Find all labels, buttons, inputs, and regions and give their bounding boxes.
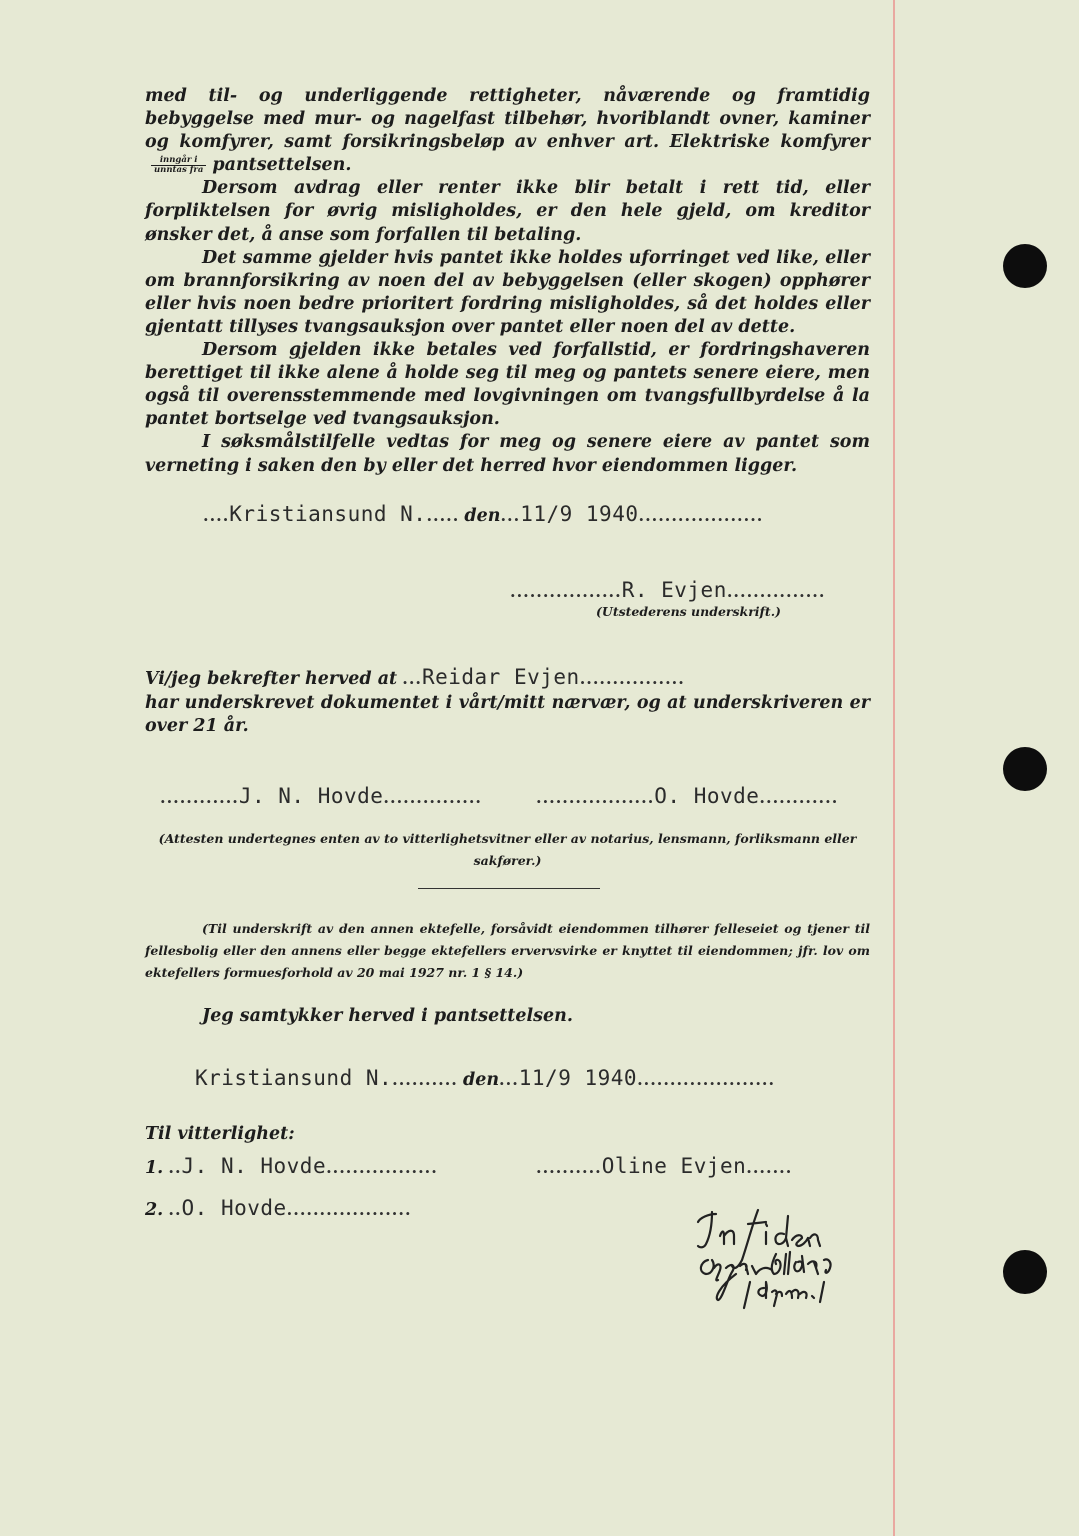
dot-leader: ..........: [392, 1070, 458, 1089]
issuer-signature-caption: (Utstederens underskrift.): [596, 604, 781, 619]
handwritten-signature: [678, 1202, 868, 1312]
dot-leader: ................: [579, 669, 685, 688]
dot-leader: .................: [326, 1158, 438, 1177]
clause-2: Dersom avdrag eller renter ikke blir betalt i rett tid, eller forpliktelsen for øvrig misligholdes, er den hele gjeld, om kreditor ønsker det, å anse som forfallen til betaling.: [145, 178, 870, 245]
spouse-witness-1: J. N. Hovde: [181, 1154, 327, 1178]
punch-hole: [1003, 1250, 1047, 1294]
fraction-top: inngår i: [151, 156, 206, 166]
witness-2-line: [536, 784, 838, 808]
dot-leader: .................: [510, 582, 622, 601]
dot-leader: ...: [402, 669, 422, 688]
witness-1-line: [160, 784, 482, 808]
attestation-caption: (Attesten undertegnes enten av to vitterlighetsvitner eller av notarius, lensmann, forliksmann eller sakfører.): [158, 831, 857, 868]
dot-leader: ..: [168, 1158, 182, 1177]
witness-number: 1.: [145, 1158, 164, 1178]
witness-number: 2.: [145, 1200, 164, 1220]
dot-leader: ..................: [536, 788, 655, 807]
dot-leader: ...: [500, 506, 521, 525]
spouse-consent: Jeg samtykker herved i pantsettelsen.: [202, 1006, 573, 1026]
clause-3: Det samme gjelder hvis pantet ikke holdes uforringet ved like, eller om brannforsikring av noen del av bebyggelsen (eller skogen) opphører eller hvis noen bedre prioritert fordring misligholdes, så det holdes eller gjentatt tillyses tvangsauksjon over pantet eller noen del av dette.: [145, 247, 870, 337]
section-divider: [418, 888, 600, 889]
punch-hole: [1003, 747, 1047, 791]
dot-leader: ...................: [286, 1200, 412, 1219]
dot-leader: ..: [168, 1200, 182, 1219]
clause-1-text: med til- og underliggende rettigheter, nåværende og framtidig bebyggelse med mur- og nagelfast tilbehør, hvoriblandt ovner, kaminer og komfyrer, samt forsikringsbeløp av enhver art. Elektriske komfyrer: [145, 86, 870, 153]
clause-1: [145, 85, 870, 177]
issuer-place-date-line: [203, 502, 763, 526]
witness-2-signature: O. Hovde: [654, 784, 760, 808]
dot-leader: ...................: [638, 506, 764, 525]
dot-leader: ...............: [383, 788, 482, 807]
fraction-choice: [151, 156, 206, 175]
spouse-signature: Oline Evjen: [601, 1154, 747, 1178]
attestation-text: har underskrevet dokumentet i vårt/mitt nærvær, og at underskriveren er over 21 år.: [145, 693, 870, 737]
dot-leader: ...............: [726, 582, 826, 601]
dot-leader: .......: [746, 1158, 793, 1177]
attested-name: Reidar Evjen: [421, 665, 580, 689]
punch-hole: [1003, 244, 1047, 288]
fraction-bottom: unntas fra: [154, 165, 204, 176]
dot-leader: ..........: [536, 1158, 602, 1177]
den-label: den: [464, 506, 501, 526]
clause-1-end: pantsettelsen.: [212, 155, 352, 176]
dot-leader: ....: [203, 506, 230, 525]
issuer-signature: R. Evjen: [621, 578, 727, 602]
attestation-lead-line: [145, 665, 685, 689]
dot-leader: ............: [759, 788, 839, 807]
clause-5: I søksmålstilfelle vedtas for meg og senere eiere av pantet som verneting i saken den by eller det herred hvor eiendommen ligger.: [145, 432, 870, 476]
spouse-witness-2-line: [145, 1196, 412, 1220]
dot-leader: ............: [160, 788, 239, 807]
spouse-place-date-line: [195, 1066, 775, 1090]
spouse-place: Kristiansund N.: [195, 1066, 393, 1090]
clause-block: [145, 85, 870, 478]
spouse-witness-2: O. Hovde: [181, 1196, 287, 1220]
spouse-note: (Til underskrift av den annen ektefelle, forsåvidt eiendommen tilhører felleseiet og tjener til fellesbolig eller den annens eller begge ektefellers ervervsvirke er knyttet til eiendommen; jfr. lov om ektefellers formuesforhold av 20 mai 1927 nr. 1 § 14.): [145, 921, 870, 980]
den-label: den: [462, 1070, 500, 1090]
issuer-date: 11/9 1940: [520, 502, 639, 526]
spouse-signature-line: [536, 1154, 792, 1178]
attestation-lead: Vi/jeg bekrefter herved at: [145, 669, 398, 689]
witness-heading: Til vitterlighet:: [145, 1124, 295, 1144]
issuer-place: Kristiansund N.: [229, 502, 427, 526]
clause-4: Dersom gjelden ikke betales ved forfallstid, er fordringshaveren berettiget til ikke alene å holde seg til meg og pantets senere eiere, men også til overensstemmende med lovgivningen om tvangsfullbyrdelse å la pantet bortselge ved tvangsauksjon.: [145, 340, 870, 430]
issuer-signature-line: [510, 578, 825, 602]
witness-1-signature: J. N. Hovde: [238, 784, 384, 808]
dot-leader: ...: [499, 1070, 519, 1089]
dot-leader: .....: [426, 506, 460, 525]
margin-rule: [893, 0, 895, 1536]
spouse-date: 11/9 1940: [518, 1066, 638, 1090]
spouse-witness-1-line: [145, 1154, 438, 1178]
dot-leader: .....................: [637, 1070, 776, 1089]
